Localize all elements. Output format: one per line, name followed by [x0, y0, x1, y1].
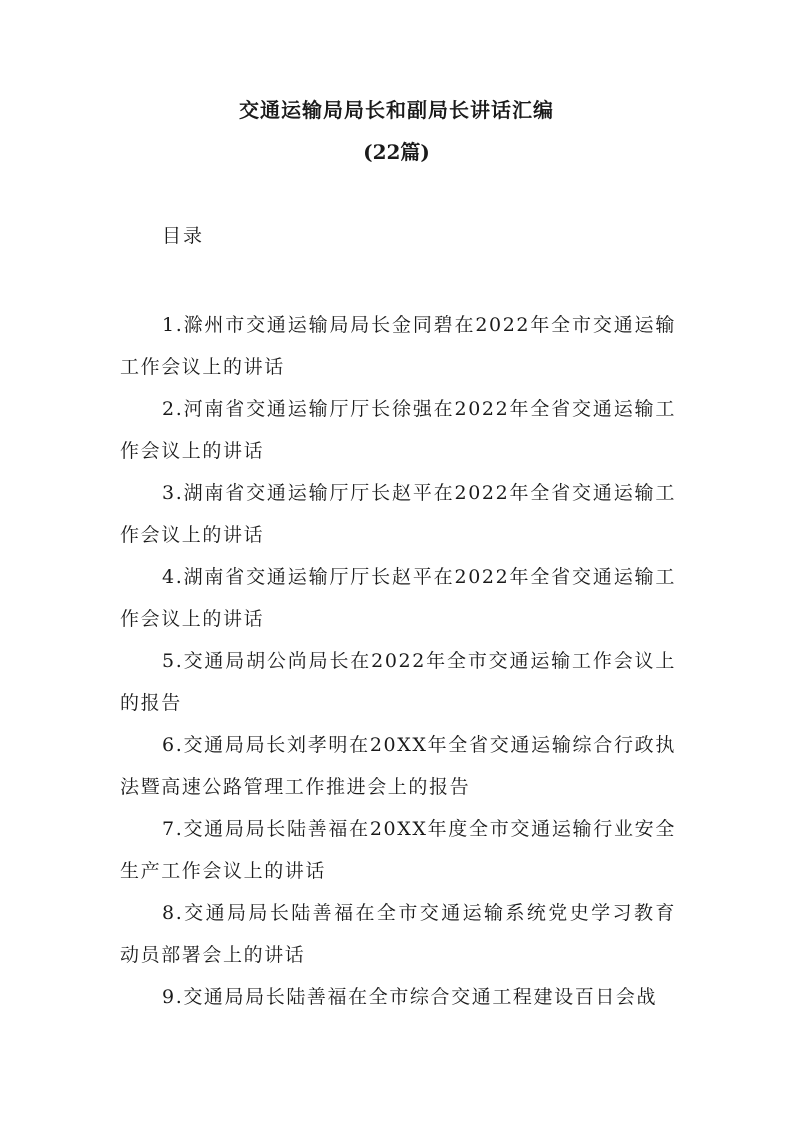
toc-item: 4.湖南省交通运输厅厅长赵平在2022年全省交通运输工作会议上的讲话 [120, 566, 676, 630]
toc-list [120, 304, 676, 1018]
toc-item: 2.河南省交通运输厅厅长徐强在2022年全省交通运输工作会议上的讲话 [120, 398, 676, 462]
toc-item: 8.交通局局长陆善福在全市交通运输系统党史学习教育动员部署会上的讲话 [120, 902, 676, 966]
toc-item: 1.滁州市交通运输局局长金同碧在2022年全市交通运输工作会议上的讲话 [120, 314, 676, 378]
document-title: 交通运输局局长和副局长讲话汇编 [239, 98, 554, 122]
document-subtitle: (22篇) [363, 140, 430, 164]
toc-item: 7.交通局局长陆善福在20XX年度全市交通运输行业安全生产工作会议上的讲话 [120, 818, 676, 882]
toc-item: 9.交通局局长陆善福在全市综合交通工程建设百日会战 [162, 986, 658, 1008]
toc-item: 3.湖南省交通运输厅厅长赵平在2022年全省交通运输工作会议上的讲话 [120, 482, 676, 546]
toc-heading: 目录 [162, 225, 205, 247]
toc-item: 6.交通局局长刘孝明在20XX年全省交通运输综合行政执法暨高速公路管理工作推进会上的报告 [120, 734, 676, 798]
toc-item: 5.交通局胡公尚局长在2022年全市交通运输工作会议上的报告 [120, 650, 676, 714]
